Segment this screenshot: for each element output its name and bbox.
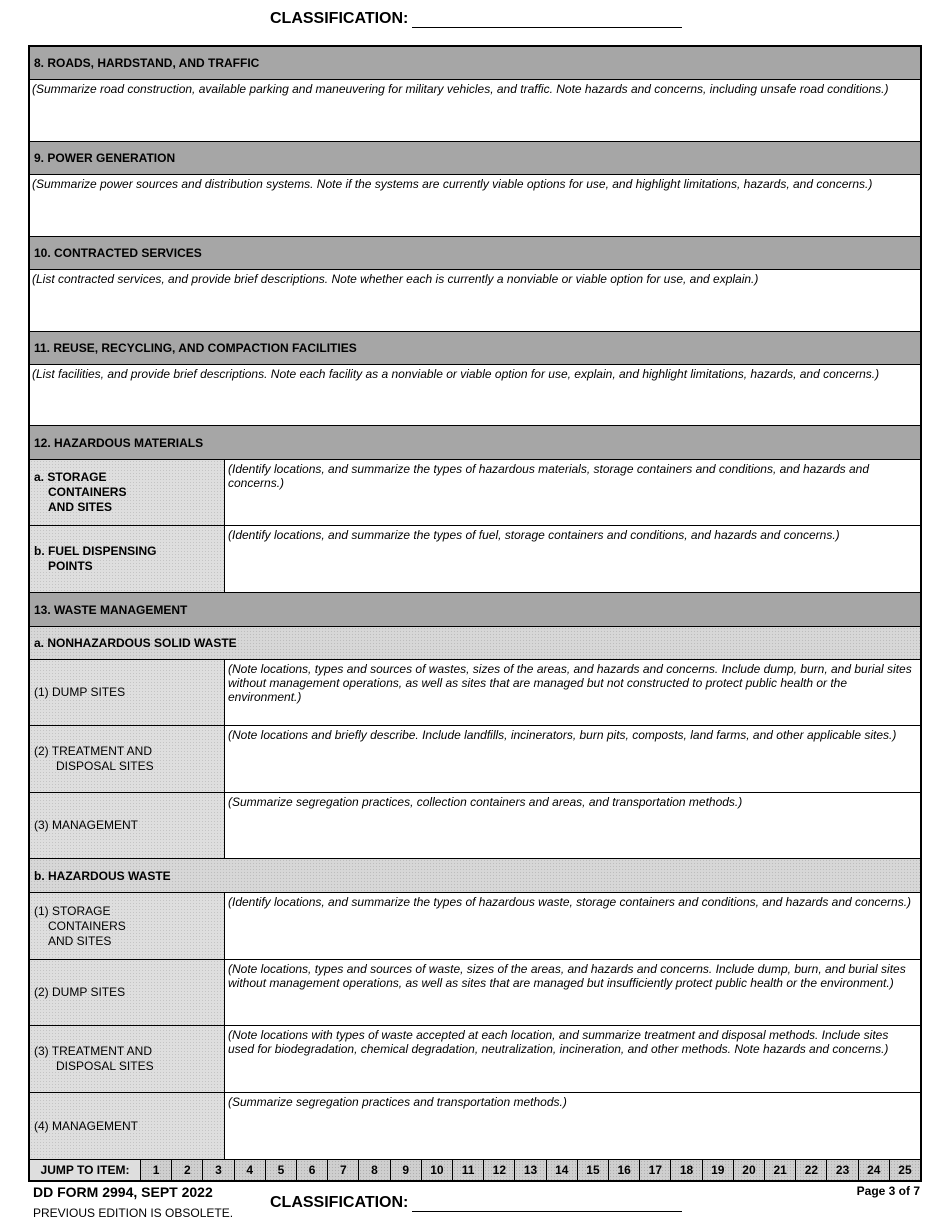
- section-12a-label-line3: AND SITES: [48, 500, 113, 514]
- jump-item-19[interactable]: 19: [703, 1160, 734, 1180]
- section-13a3-label: (3) MANAGEMENT: [30, 793, 225, 858]
- section-12-header: 12. HAZARDOUS MATERIALS: [30, 426, 920, 460]
- section-9-field[interactable]: [30, 175, 920, 237]
- jump-item-12[interactable]: 12: [484, 1160, 515, 1180]
- section-13b2-label: (2) DUMP SITES: [30, 960, 225, 1025]
- section-9-note: (Summarize power sources and distribution systems. Note if the systems are currently viable options for use, and highlight limitations, hazards, and concerns.): [32, 177, 873, 191]
- jump-item-15[interactable]: 15: [578, 1160, 609, 1180]
- section-13a2-row: [30, 726, 920, 793]
- jump-item-6[interactable]: 6: [297, 1160, 328, 1180]
- classification-top: [270, 10, 682, 28]
- section-13b1-label: [30, 893, 225, 959]
- jump-item-10[interactable]: 10: [422, 1160, 453, 1180]
- section-13b2-note: (Note locations, types and sources of waste, sizes of the areas, and hazards and concerns. Include dump, burn, and burial sites without management operations, as well as sites that are managed but insufficiently protect public health or the environment.): [228, 962, 906, 990]
- section-13b1-label-line1: (1) STORAGE: [34, 903, 111, 918]
- section-13b4-note: (Summarize segregation practices and transportation methods.): [228, 1095, 567, 1109]
- jump-item-14[interactable]: 14: [547, 1160, 578, 1180]
- section-13b3-field[interactable]: [226, 1026, 920, 1092]
- section-13a2-label-line2: DISPOSAL SITES: [56, 759, 154, 773]
- section-13a-header: a. NONHAZARDOUS SOLID WASTE: [30, 627, 920, 660]
- section-13-header: 13. WASTE MANAGEMENT: [30, 593, 920, 627]
- jump-item-7[interactable]: 7: [328, 1160, 359, 1180]
- section-13a3-row: [30, 793, 920, 859]
- jump-item-1[interactable]: 1: [141, 1160, 172, 1180]
- jump-item-9[interactable]: 9: [391, 1160, 422, 1180]
- jump-item-17[interactable]: 17: [640, 1160, 671, 1180]
- jump-item-21[interactable]: 21: [765, 1160, 796, 1180]
- jump-item-4[interactable]: 4: [235, 1160, 266, 1180]
- jump-item-16[interactable]: 16: [609, 1160, 640, 1180]
- section-13a3-note: (Summarize segregation practices, collection containers and areas, and transportation methods.): [228, 795, 743, 809]
- jump-item-18[interactable]: 18: [671, 1160, 702, 1180]
- jump-item-22[interactable]: 22: [796, 1160, 827, 1180]
- section-13a1-row: [30, 660, 920, 726]
- section-12a-label-line2: CONTAINERS: [48, 485, 127, 499]
- section-12b-label-line1: b. FUEL DISPENSING: [34, 544, 157, 558]
- jump-item-11[interactable]: 11: [453, 1160, 484, 1180]
- section-13b1-field[interactable]: [226, 893, 920, 959]
- section-12a-field[interactable]: [226, 460, 920, 525]
- jump-item-13[interactable]: 13: [515, 1160, 546, 1180]
- edition-note: PREVIOUS EDITION IS OBSOLETE.: [33, 1206, 234, 1220]
- section-12b-row: [30, 526, 920, 593]
- section-13a3-field[interactable]: [226, 793, 920, 858]
- jump-item-23[interactable]: 23: [827, 1160, 858, 1180]
- section-12a-label-line1: a. STORAGE: [34, 470, 107, 484]
- section-8-header: 8. ROADS, HARDSTAND, AND TRAFFIC: [30, 47, 920, 80]
- section-12a-row: [30, 460, 920, 526]
- jump-item-2[interactable]: 2: [172, 1160, 203, 1180]
- section-13b2-field[interactable]: [226, 960, 920, 1025]
- section-13a2-field[interactable]: [226, 726, 920, 792]
- jump-item-25[interactable]: 25: [890, 1160, 920, 1180]
- section-11-header: 11. REUSE, RECYCLING, AND COMPACTION FACILITIES: [30, 332, 920, 365]
- section-13a2-note: (Note locations and briefly describe. Include landfills, incinerators, burn pits, composts, land farms, and other applicable sites.): [228, 728, 897, 742]
- section-13b4-label: (4) MANAGEMENT: [30, 1093, 225, 1159]
- section-13b4-row: [30, 1093, 920, 1159]
- section-13b1-label-line3: AND SITES: [48, 933, 112, 948]
- section-13a1-note: (Note locations, types and sources of wastes, sizes of the areas, and hazards and concerns. Include dump, burn, and burial sites without management operations, as well as sites that are managed but not constructed to protect public health or the environment.): [228, 662, 912, 704]
- section-13b3-label-line2: DISPOSAL SITES: [56, 1059, 154, 1073]
- section-13b3-note: (Note locations with types of waste accepted at each location, and summarize treatment and disposal methods. Include sites used for biodegradation, chemical degradation, neutralization, incineration, and other methods. Note hazards and concerns.): [228, 1028, 889, 1056]
- section-13b3-row: [30, 1026, 920, 1093]
- section-13a2-label-line1: (2) TREATMENT AND: [34, 744, 153, 758]
- section-10-note: (List contracted services, and provide brief descriptions. Note whether each is currently a nonviable or viable option for use, and explain.): [32, 272, 759, 286]
- classification-label: CLASSIFICATION:: [270, 10, 409, 27]
- section-10-field[interactable]: [30, 270, 920, 332]
- section-13a1-label: (1) DUMP SITES: [30, 660, 225, 725]
- section-11-field[interactable]: [30, 365, 920, 426]
- section-12b-note: (Identify locations, and summarize the types of fuel, storage containers and conditions, and hazards and concerns.): [228, 528, 840, 542]
- section-13b3-label-line1: (3) TREATMENT AND: [34, 1044, 153, 1058]
- jump-to-item-label: JUMP TO ITEM:: [30, 1160, 141, 1180]
- section-12b-label-line2: POINTS: [48, 559, 93, 573]
- section-13b1-label-line2: CONTAINERS: [48, 918, 126, 933]
- section-13b4-field[interactable]: [226, 1093, 920, 1159]
- jump-item-8[interactable]: 8: [359, 1160, 390, 1180]
- section-13b1-row: [30, 893, 920, 960]
- section-9-header: 9. POWER GENERATION: [30, 142, 920, 175]
- section-13a1-field[interactable]: [226, 660, 920, 725]
- jump-to-item-bar: [30, 1159, 920, 1180]
- jump-item-3[interactable]: 3: [203, 1160, 234, 1180]
- section-13b2-row: [30, 960, 920, 1026]
- section-12b-label: [30, 526, 225, 592]
- section-8-field[interactable]: [30, 80, 920, 142]
- section-12a-label: [30, 460, 225, 525]
- jump-item-20[interactable]: 20: [734, 1160, 765, 1180]
- jump-item-5[interactable]: 5: [266, 1160, 297, 1180]
- classification-label-bottom: CLASSIFICATION:: [270, 1194, 409, 1211]
- section-13b3-label: [30, 1026, 225, 1092]
- section-12a-note: (Identify locations, and summarize the types of hazardous materials, storage containers and conditions, and hazards and concerns.): [228, 462, 870, 490]
- form-id: DD FORM 2994, SEPT 2022: [33, 1184, 213, 1200]
- classification-field[interactable]: [412, 13, 682, 28]
- section-11-note: (List facilities, and provide brief descriptions. Note each facility as a nonviable or viable option for use, explain, and highlight limitations, hazards, and concerns.): [32, 367, 880, 381]
- section-13b-header: b. HAZARDOUS WASTE: [30, 859, 920, 893]
- classification-bottom: [270, 1194, 682, 1212]
- page-number: Page 3 of 7: [856, 1184, 920, 1198]
- section-10-header: 10. CONTRACTED SERVICES: [30, 237, 920, 270]
- section-13a2-label: [30, 726, 225, 792]
- jump-item-24[interactable]: 24: [859, 1160, 890, 1180]
- form-page: [28, 45, 922, 1182]
- section-8-note: (Summarize road construction, available parking and maneuvering for military vehicles, and traffic. Note hazards and concerns, including unsafe road conditions.): [32, 82, 889, 96]
- classification-field-bottom[interactable]: [412, 1197, 682, 1212]
- section-13b1-note: (Identify locations, and summarize the types of hazardous waste, storage containers and conditions, and hazards and concerns.): [228, 895, 912, 909]
- section-12b-field[interactable]: [226, 526, 920, 592]
